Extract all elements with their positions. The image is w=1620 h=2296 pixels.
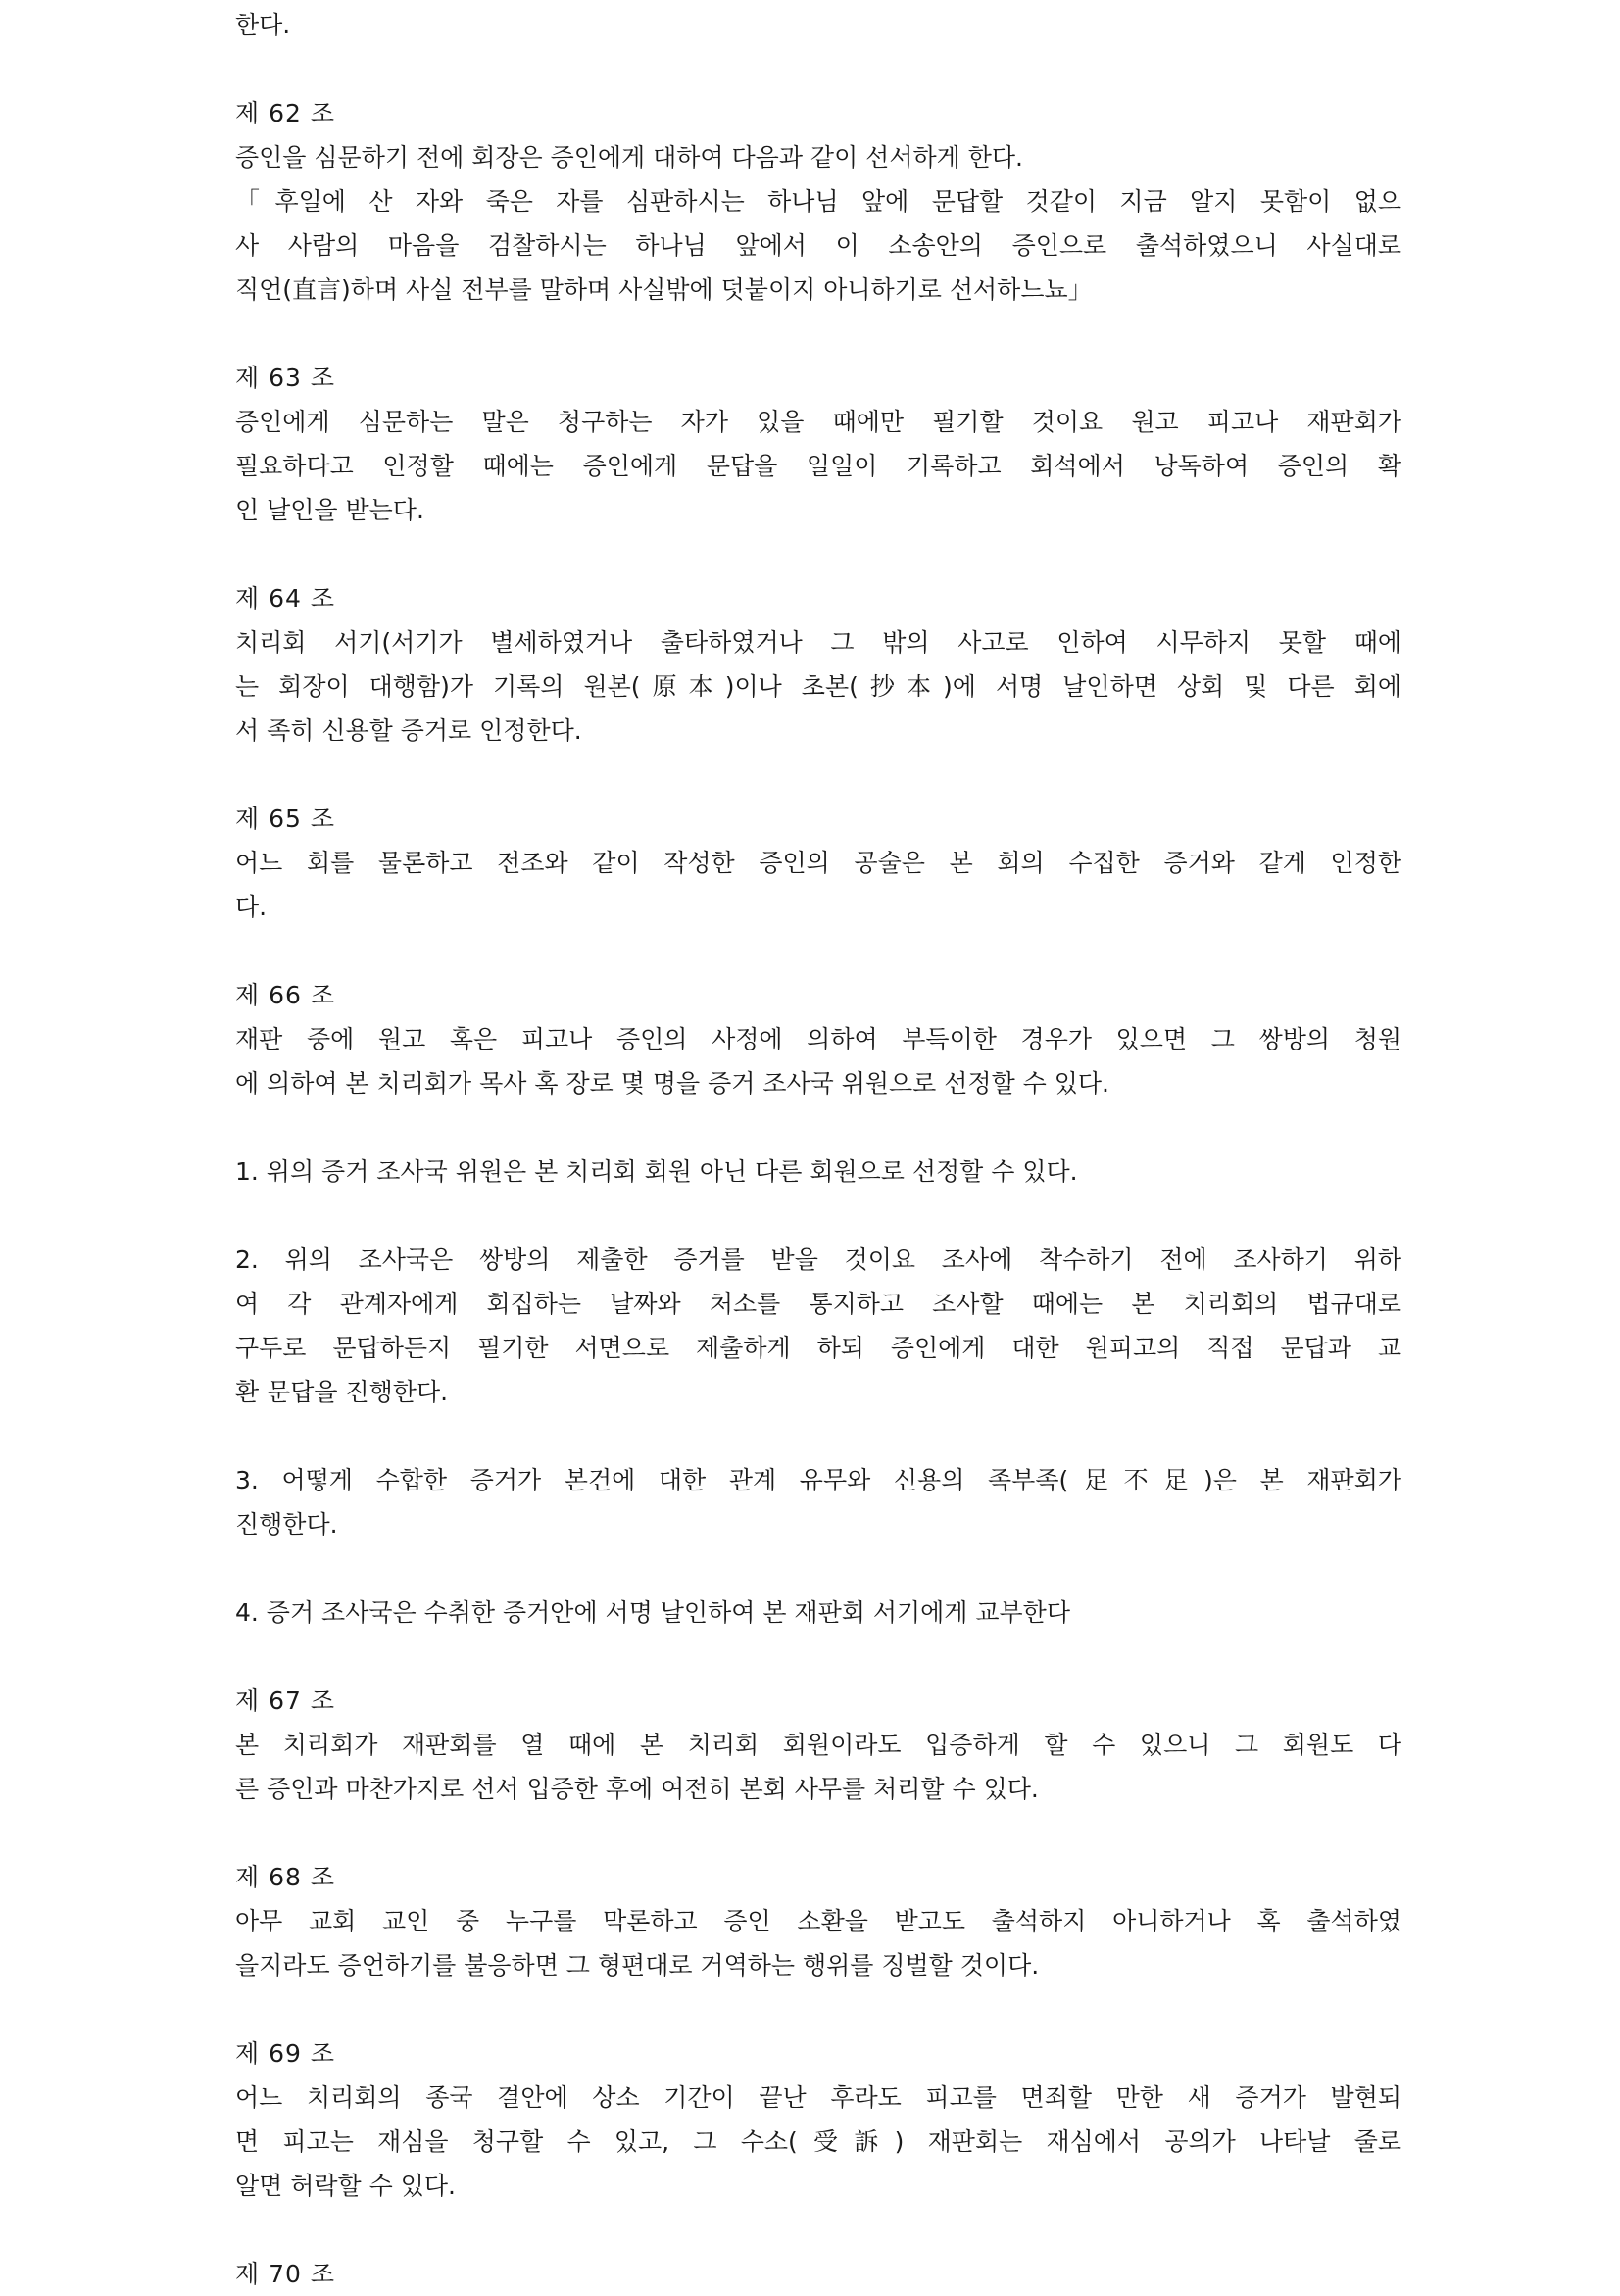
article-line: 필요하다고 인정할 때에는 증인에게 문답을 일일이 기록하고 회석에서 낭독하여 증인의 확 <box>235 452 1401 480</box>
article-line: 증인에게 심문하는 말은 청구하는 자가 있을 때에만 필기할 것이요 원고 피고나 재판회가 <box>235 408 1401 436</box>
article-heading: 제 63 조 <box>235 364 336 392</box>
article-line: 본 치리회가 재판회를 열 때에 본 치리회 회원이라도 입증하게 할 수 있으니 그 회원도 다 <box>235 1731 1401 1759</box>
article-line: 에 의하여 본 치리회가 목사 혹 장로 몇 명을 증거 조사국 위원으로 선정할 수 있다. <box>235 1069 1110 1098</box>
intro-tail-text: 한다. <box>235 11 291 39</box>
spacer <box>235 1635 1401 1679</box>
spacer <box>235 532 1401 576</box>
article-line: 어느 회를 물론하고 전조와 같이 작성한 증인의 공술은 본 회의 수집한 증거와 같게 인정한 <box>235 849 1401 877</box>
document-page <box>235 0 1401 2296</box>
article-62 <box>235 91 1401 312</box>
article-68 <box>235 1855 1401 1987</box>
article-heading: 제 62 조 <box>235 99 336 127</box>
article-heading: 제 65 조 <box>235 805 336 833</box>
article-heading: 제 68 조 <box>235 1863 336 1891</box>
article-line: 치리회 서기(서기가 별세하였거나 출타하였거나 그 밖의 사고로 인하여 시무하지 못할 때에 <box>235 628 1401 657</box>
article-67 <box>235 1679 1401 1811</box>
article-line: 른 증인과 마찬가지로 선서 입증한 후에 여전히 본회 사무를 처리할 수 있다. <box>235 1775 1039 1803</box>
article-item: 1. 위의 증거 조사국 위원은 본 치리회 회원 아닌 다른 회원으로 선정할 수 있다. <box>235 1157 1078 1186</box>
article-70 <box>235 2252 1401 2296</box>
article-heading: 제 64 조 <box>235 584 336 612</box>
spacer <box>235 753 1401 797</box>
article-item: 진행한다. <box>235 1510 338 1539</box>
article-item: 여 각 관계자에게 회집하는 날짜와 처소를 통지하고 조사할 때에는 본 치리회의 법규대로 <box>235 1290 1401 1318</box>
article-line: 사 사람의 마음을 검찰하시는 하나님 앞에서 이 소송안의 증인으로 출석하였으니 사실대로 <box>235 231 1401 260</box>
article-line: 면 피고는 재심을 청구할 수 있고, 그 수소(受訴) 재판회는 재심에서 공의가 나타날 줄로 <box>235 2127 1401 2156</box>
article-item: 구두로 문답하든지 필기한 서면으로 제출하게 하되 증인에게 대한 원피고의 직접 문답과 교 <box>235 1334 1401 1362</box>
article-line: 증인을 심문하기 전에 회장은 증인에게 대하여 다음과 같이 선서하게 한다. <box>235 143 1023 171</box>
article-line: 재판 중에 원고 혹은 피고나 증인의 사정에 의하여 부득이한 경우가 있으면 그 쌍방의 청원 <box>235 1025 1401 1053</box>
article-line: 는 회장이 대행함)가 기록의 원본(原本)이나 초본(抄本)에 서명 날인하면 상회 및 다른 회에 <box>235 672 1401 701</box>
article-line: 서 족히 신용할 증거로 인정한다. <box>235 716 582 745</box>
article-line: 다. <box>235 893 268 921</box>
article-65 <box>235 797 1401 929</box>
article-line: 직언(直言)하며 사실 전부를 말하며 사실밖에 덧붙이지 아니하기로 선서하느뇨」 <box>235 275 1093 304</box>
article-64 <box>235 576 1401 753</box>
article-heading: 제 66 조 <box>235 981 336 1009</box>
spacer <box>235 2208 1401 2252</box>
article-line: 어느 치리회의 종국 결안에 상소 기간이 끝난 후라도 피고를 면죄할 만한 새 증거가 발현되 <box>235 2083 1401 2112</box>
article-line: 을지라도 증언하기를 불응하면 그 형편대로 거역하는 행위를 징벌할 것이다. <box>235 1951 1040 1979</box>
spacer <box>235 1987 1401 2031</box>
article-line: 인 날인을 받는다. <box>235 496 424 524</box>
spacer <box>235 1546 1401 1590</box>
article-line: 알면 허락할 수 있다. <box>235 2172 456 2200</box>
spacer <box>235 1105 1401 1149</box>
article-item: 환 문답을 진행한다. <box>235 1378 449 1406</box>
spacer <box>235 1414 1401 1458</box>
article-69 <box>235 2031 1401 2208</box>
spacer <box>235 47 1401 91</box>
spacer <box>235 1811 1401 1855</box>
article-heading: 제 67 조 <box>235 1686 336 1715</box>
article-item: 4. 증거 조사국은 수취한 증거안에 서명 날인하여 본 재판회 서기에게 교부한다 <box>235 1598 1070 1627</box>
article-item: 3. 어떻게 수합한 증거가 본건에 대한 관계 유무와 신용의 족부족(足不足)은 본 재판회가 <box>235 1466 1401 1494</box>
article-line: 아무 교회 교인 중 누구를 막론하고 증인 소환을 받고도 출석하지 아니하거나 혹 출석하였 <box>235 1907 1401 1935</box>
article-item: 2. 위의 조사국은 쌍방의 제출한 증거를 받을 것이요 조사에 착수하기 전에 조사하기 위하 <box>235 1246 1401 1274</box>
article-line: 「후일에 산 자와 죽은 자를 심판하시는 하나님 앞에 문답할 것같이 지금 알지 못함이 없으 <box>235 187 1401 216</box>
spacer <box>235 1194 1401 1238</box>
article-66 <box>235 973 1401 1635</box>
spacer <box>235 929 1401 973</box>
spacer <box>235 312 1401 356</box>
article-heading: 제 69 조 <box>235 2039 336 2068</box>
article-heading: 제 70 조 <box>235 2260 336 2288</box>
article-63 <box>235 356 1401 532</box>
